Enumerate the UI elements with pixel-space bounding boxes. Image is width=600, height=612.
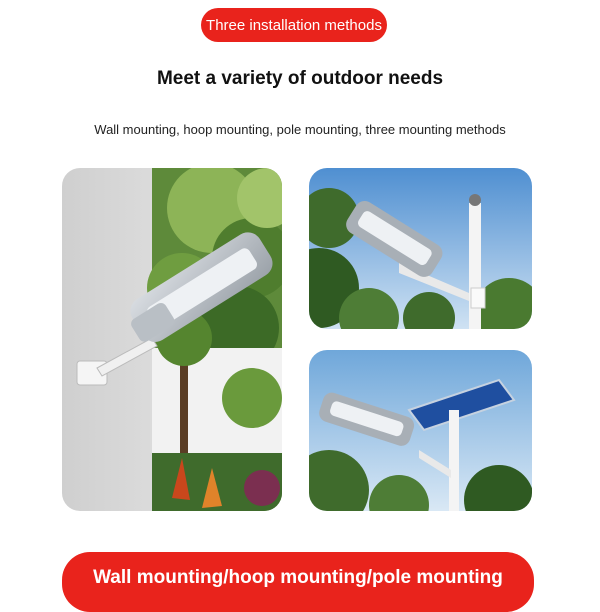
mounting-types-banner [62,552,534,612]
pole-mounting-photo [309,350,532,511]
pole-mounting-illustration [309,350,532,511]
banner-label: Wall mounting/hoop mounting/pole mounting [93,567,503,588]
hoop-mounting-photo [309,168,532,329]
hoop-mounting-illustration [309,168,532,329]
page-subtitle: Wall mounting, hoop mounting, pole mounting, three mounting methods [94,122,506,137]
page-title: Meet a variety of outdoor needs [156,68,444,89]
installation-methods-badge [201,8,387,42]
wall-mounting-illustration [62,168,282,511]
badge-label: Three installation methods [206,16,382,34]
wall-mounting-photo [62,168,282,511]
